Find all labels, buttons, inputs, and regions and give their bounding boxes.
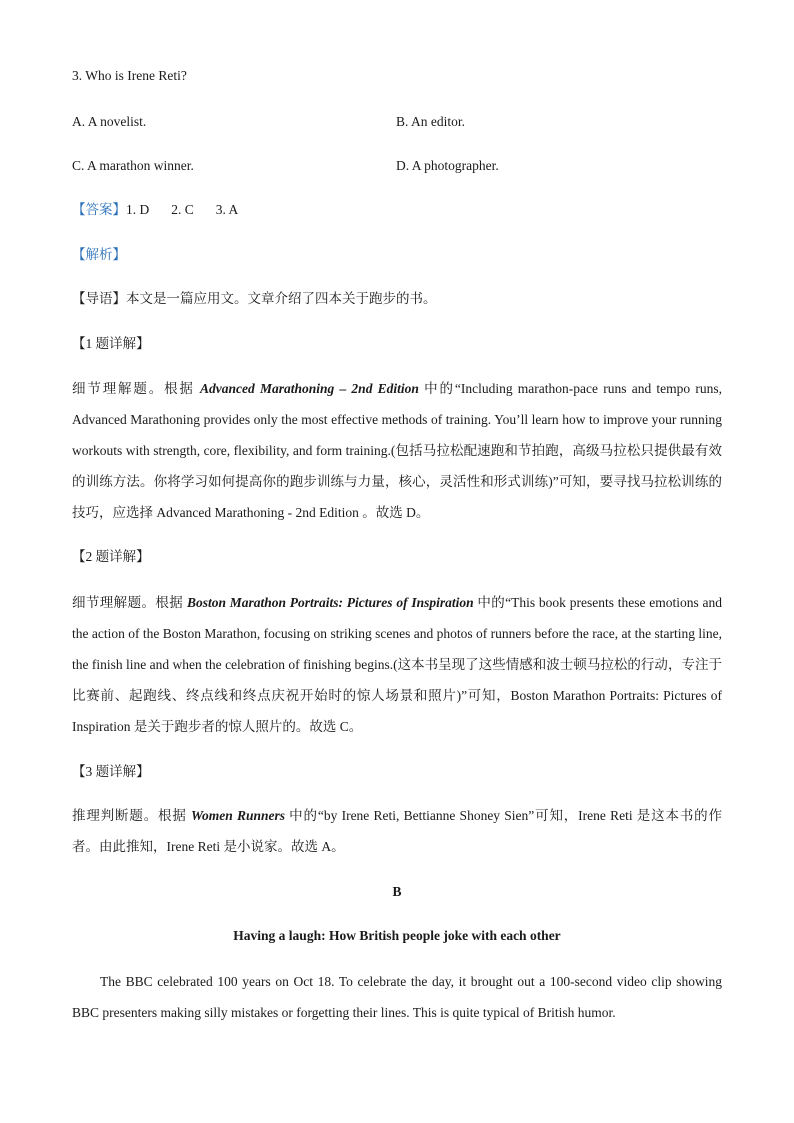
q3-heading: 【3 题详解】	[72, 764, 150, 779]
answer-item-1: 1. D	[126, 202, 150, 217]
answer-item-3: 3. A	[215, 202, 239, 217]
q2-text-start: 细节理解题。根据	[72, 595, 187, 610]
option-b: B. An editor.	[396, 114, 466, 129]
answer-item-2: 2. C	[171, 202, 194, 217]
q1-book-title: Advanced Marathoning – 2nd Edition	[200, 381, 419, 396]
intro-text: 本文是一篇应用文。文章介绍了四本关于跑步的书。	[126, 291, 437, 306]
question-3-stem: 3. Who is Irene Reti?	[72, 68, 187, 83]
option-d: D. A photographer.	[396, 158, 499, 173]
q3-text-start: 推理判断题。根据	[72, 808, 191, 823]
option-c: C. A marathon winner.	[72, 158, 194, 173]
article-title: Having a laugh: How British people joke with each other	[233, 928, 561, 943]
q1-heading: 【1 题详解】	[72, 336, 150, 351]
q2-text-rest: 中的“This book presents these emotions and the action of the Boston Marathon, focusing on striking scenes and photos of runners before the race, at the starting line, the finish line and when the celebration of finishing begins.(这本书呈现了这些情感和波士顿马拉松的行动，专注于比赛前、起跑线、终点线和终点庆祝开始时的惊人场景和照片)”可知，Boston Marathon Portraits: Pictures of Inspiration 是关于跑步者的惊人照片的。故选 C。	[72, 595, 722, 734]
q3-book-title: Women Runners	[190, 808, 285, 823]
q1-text-rest: 中的“Including marathon-pace runs and tempo runs, Advanced Marathoning provides only the most effective methods of training. You’ll learn how to improve your running workouts with strength, core, flexibility, and form training.(包括马拉松配速跑和节拍跑，高级马拉松只提供最有效的训练方法。你将学习如何提高你的跑步训练与力量，核心，灵活性和形式训练)”可知，要寻找马拉松训练的技巧，应选择 Advanced Marathoning - 2nd Edition 。故选 D。	[72, 381, 723, 520]
q2-explanation	[72, 587, 722, 742]
q1-explanation	[72, 373, 722, 528]
q2-heading: 【2 题详解】	[72, 549, 150, 564]
section-letter: B	[392, 884, 402, 899]
q3-text-rest: 中的“by Irene Reti, Bettianne Shoney Sien”可知，Irene Reti 是这本书的作者。由此推知，Irene Reti 是小说家。故选 A。	[72, 808, 723, 854]
analysis-label: 【解析】	[72, 247, 126, 262]
intro-line	[72, 289, 437, 309]
q1-text-start: 细节理解题。根据	[72, 381, 200, 396]
answer-label: 【答案】	[72, 202, 126, 217]
q3-explanation	[72, 800, 722, 862]
option-a: A. A novelist.	[72, 114, 147, 129]
article-paragraph: The BBC celebrated 100 years on Oct 18. To celebrate the day, it brought out a 100-second video clip showing BBC presenters making silly mistakes or forgetting their lines. This is quite typical of British humor.	[72, 974, 722, 1020]
intro-label: 【导语】	[72, 291, 126, 306]
q2-book-title: Boston Marathon Portraits: Pictures of Inspiration	[186, 595, 474, 610]
answer-line	[72, 200, 238, 220]
